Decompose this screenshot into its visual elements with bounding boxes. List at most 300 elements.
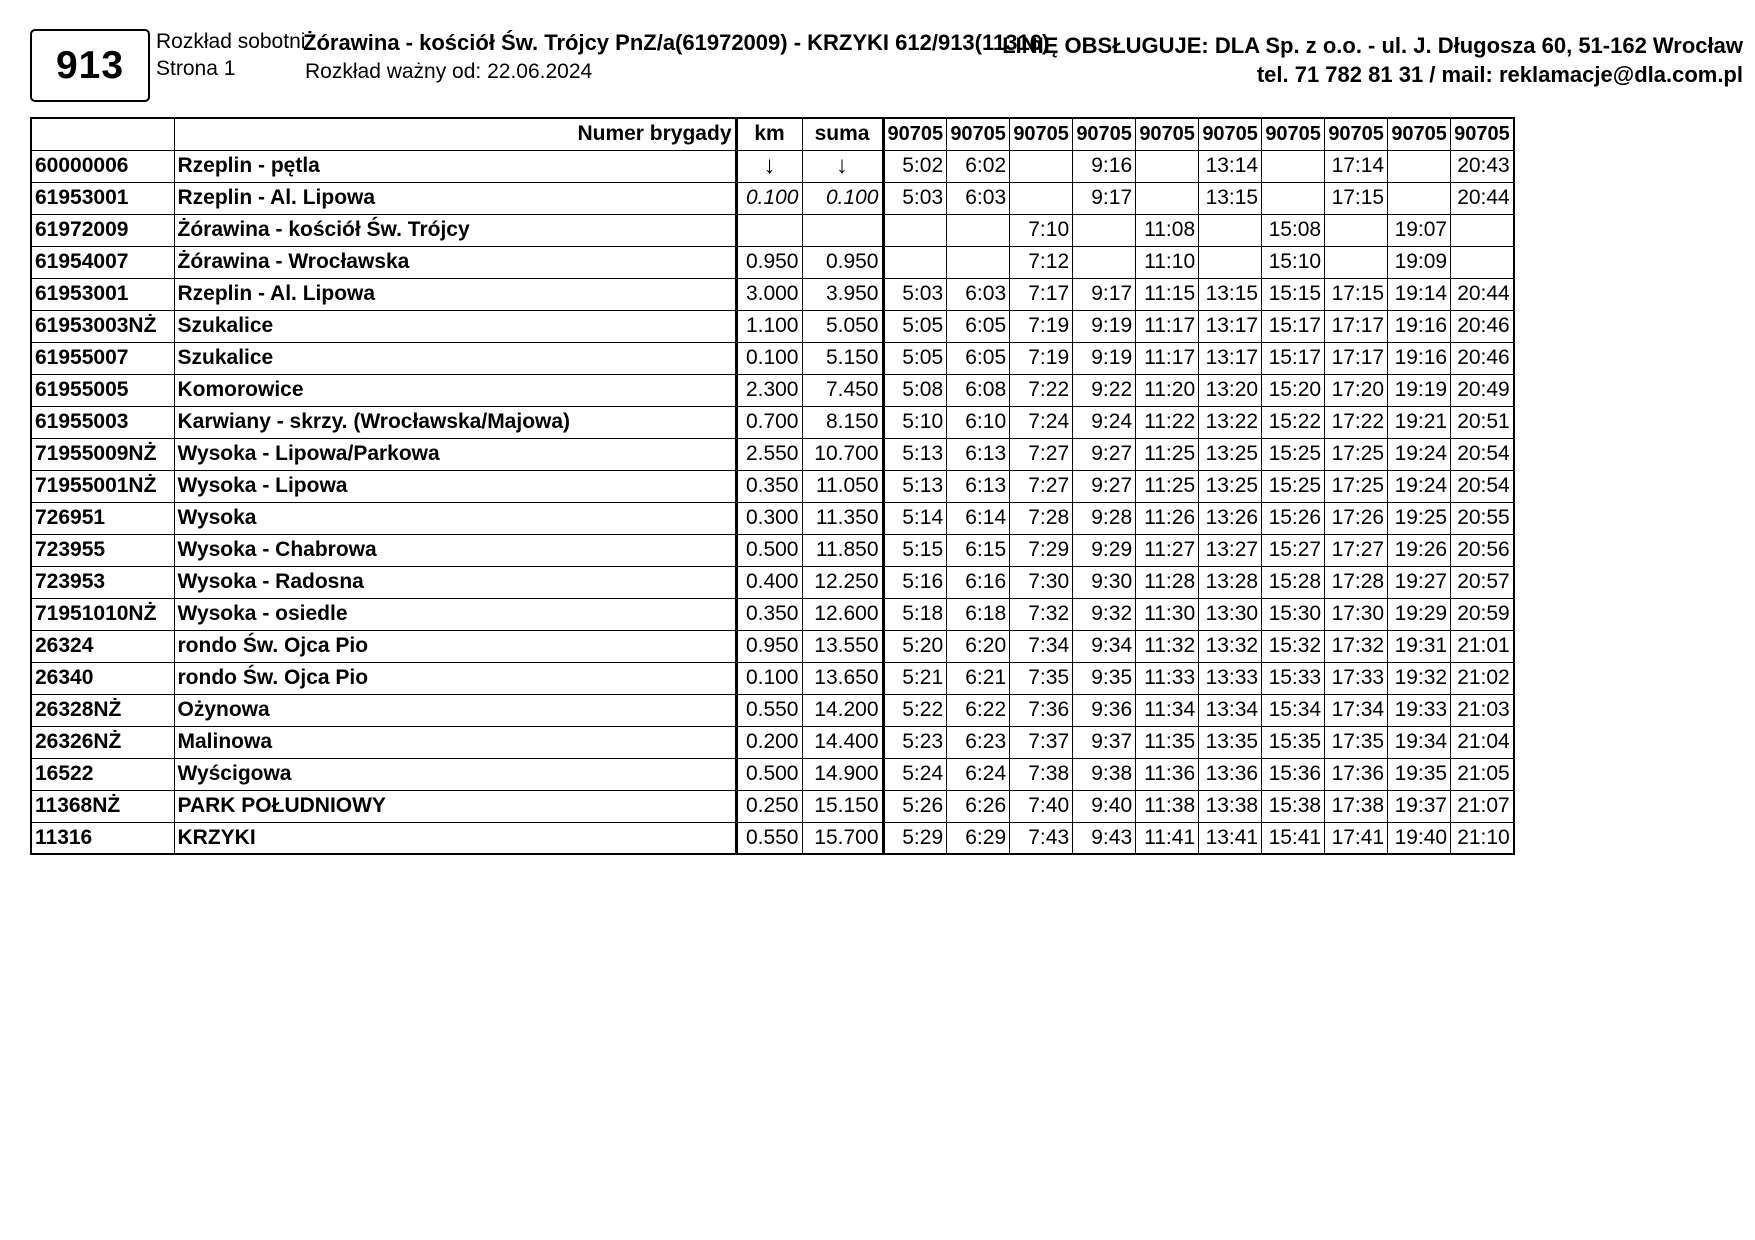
time-cell: 15:17	[1262, 310, 1325, 342]
time-cell: 19:31	[1388, 630, 1451, 662]
table-row	[31, 438, 1514, 470]
time-cell: 5:03	[883, 278, 947, 310]
time-cell: 13:15	[1199, 278, 1262, 310]
time-cell: 7:40	[1010, 790, 1073, 822]
stop-id: 26340	[31, 662, 174, 694]
km-cell: 0.350	[736, 598, 802, 630]
time-cell	[1136, 150, 1199, 182]
time-cell: 11:10	[1136, 246, 1199, 278]
time-cell: 15:35	[1262, 726, 1325, 758]
time-cell: 21:07	[1451, 790, 1514, 822]
time-cell: 15:30	[1262, 598, 1325, 630]
stop-name: Wyścigowa	[174, 758, 736, 790]
time-cell: 11:27	[1136, 534, 1199, 566]
sum-cell: 14.200	[802, 694, 883, 726]
line-number-box	[30, 29, 150, 102]
time-cell: 15:15	[1262, 278, 1325, 310]
time-cell: 11:17	[1136, 342, 1199, 374]
stop-name: Rzeplin - Al. Lipowa	[174, 278, 736, 310]
schedule-type: Rozkład sobotni	[156, 30, 306, 53]
time-cell: 19:24	[1388, 470, 1451, 502]
time-cell: 20:44	[1451, 182, 1514, 214]
time-cell: 15:22	[1262, 406, 1325, 438]
stop-id: 16522	[31, 758, 174, 790]
time-cell: 6:29	[947, 822, 1010, 854]
time-cell: 11:35	[1136, 726, 1199, 758]
time-cell: 15:10	[1262, 246, 1325, 278]
time-cell: 6:23	[947, 726, 1010, 758]
time-cell: 20:55	[1451, 502, 1514, 534]
table-row	[31, 534, 1514, 566]
time-cell: 17:14	[1325, 150, 1388, 182]
km-cell: 0.400	[736, 566, 802, 598]
time-cell: 6:13	[947, 470, 1010, 502]
header-trip: 90705	[1388, 118, 1451, 150]
time-cell: 13:34	[1199, 694, 1262, 726]
time-cell: 5:18	[883, 598, 947, 630]
time-cell: 6:20	[947, 630, 1010, 662]
sum-cell: 0.950	[802, 246, 883, 278]
table-row	[31, 566, 1514, 598]
time-cell	[1199, 214, 1262, 246]
time-cell: 17:25	[1325, 438, 1388, 470]
time-cell: 17:36	[1325, 758, 1388, 790]
header-trip: 90705	[1451, 118, 1514, 150]
time-cell: 5:20	[883, 630, 947, 662]
header-trip: 90705	[883, 118, 947, 150]
time-cell: 15:20	[1262, 374, 1325, 406]
header-trip: 90705	[1325, 118, 1388, 150]
time-cell: 6:16	[947, 566, 1010, 598]
time-cell: 13:17	[1199, 310, 1262, 342]
time-cell: 13:35	[1199, 726, 1262, 758]
time-cell: 17:15	[1325, 278, 1388, 310]
time-cell: 20:54	[1451, 438, 1514, 470]
time-cell	[1262, 182, 1325, 214]
time-cell: 19:09	[1388, 246, 1451, 278]
stop-name: PARK POŁUDNIOWY	[174, 790, 736, 822]
time-cell: 9:19	[1073, 342, 1136, 374]
time-cell: 7:22	[1010, 374, 1073, 406]
time-cell: 9:27	[1073, 470, 1136, 502]
table-row	[31, 470, 1514, 502]
time-cell: 11:22	[1136, 406, 1199, 438]
time-cell: 7:28	[1010, 502, 1073, 534]
header-trip: 90705	[947, 118, 1010, 150]
sum-cell: 13.650	[802, 662, 883, 694]
sum-cell: 12.250	[802, 566, 883, 598]
time-cell: 5:14	[883, 502, 947, 534]
time-cell: 9:28	[1073, 502, 1136, 534]
time-cell: 6:05	[947, 310, 1010, 342]
time-cell: 13:30	[1199, 598, 1262, 630]
time-cell: 9:22	[1073, 374, 1136, 406]
time-cell: 11:20	[1136, 374, 1199, 406]
time-cell: 5:10	[883, 406, 947, 438]
stop-id: 723955	[31, 534, 174, 566]
time-cell: 15:08	[1262, 214, 1325, 246]
sum-cell	[802, 214, 883, 246]
time-cell: 9:16	[1073, 150, 1136, 182]
stop-name: Wysoka - Lipowa	[174, 470, 736, 502]
km-cell: 0.200	[736, 726, 802, 758]
time-cell: 17:30	[1325, 598, 1388, 630]
time-cell: 9:32	[1073, 598, 1136, 630]
time-cell: 7:35	[1010, 662, 1073, 694]
stop-name: Żórawina - Wrocławska	[174, 246, 736, 278]
time-cell: 6:15	[947, 534, 1010, 566]
time-cell: 9:30	[1073, 566, 1136, 598]
time-cell: 17:35	[1325, 726, 1388, 758]
time-cell: 6:21	[947, 662, 1010, 694]
stop-id: 61955005	[31, 374, 174, 406]
time-cell: 7:19	[1010, 310, 1073, 342]
time-cell: 21:03	[1451, 694, 1514, 726]
time-cell: 13:26	[1199, 502, 1262, 534]
time-cell: 17:34	[1325, 694, 1388, 726]
time-cell: 9:35	[1073, 662, 1136, 694]
header-trip: 90705	[1073, 118, 1136, 150]
time-cell: 19:34	[1388, 726, 1451, 758]
stop-name: Rzeplin - pętla	[174, 150, 736, 182]
km-cell: 0.100	[736, 182, 802, 214]
table-row	[31, 694, 1514, 726]
time-cell: 5:23	[883, 726, 947, 758]
sum-cell: 14.400	[802, 726, 883, 758]
time-cell: 19:16	[1388, 310, 1451, 342]
time-cell: 5:08	[883, 374, 947, 406]
page-number: Strona 1	[156, 57, 236, 80]
time-cell	[1325, 246, 1388, 278]
stop-id: 71955001NŻ	[31, 470, 174, 502]
time-cell: 19:32	[1388, 662, 1451, 694]
time-cell: 6:14	[947, 502, 1010, 534]
table-row	[31, 598, 1514, 630]
header-trip: 90705	[1010, 118, 1073, 150]
stop-name: Wysoka - Chabrowa	[174, 534, 736, 566]
sum-cell: 5.050	[802, 310, 883, 342]
km-cell: 2.300	[736, 374, 802, 406]
sum-cell: 3.950	[802, 278, 883, 310]
stop-id: 11316	[31, 822, 174, 854]
sum-cell: 7.450	[802, 374, 883, 406]
time-cell: 19:35	[1388, 758, 1451, 790]
time-cell: 19:21	[1388, 406, 1451, 438]
table-row	[31, 214, 1514, 246]
time-cell: 7:10	[1010, 214, 1073, 246]
table-row	[31, 790, 1514, 822]
km-cell: 0.550	[736, 822, 802, 854]
time-cell: 21:05	[1451, 758, 1514, 790]
km-cell: 0.350	[736, 470, 802, 502]
time-cell: 11:25	[1136, 470, 1199, 502]
sum-cell: 11.350	[802, 502, 883, 534]
time-cell: 19:25	[1388, 502, 1451, 534]
stop-id: 71955009NŻ	[31, 438, 174, 470]
stop-id: 26326NŻ	[31, 726, 174, 758]
time-cell: 6:22	[947, 694, 1010, 726]
time-cell: 7:30	[1010, 566, 1073, 598]
time-cell: 11:28	[1136, 566, 1199, 598]
stop-id: 11368NŻ	[31, 790, 174, 822]
time-cell: 6:08	[947, 374, 1010, 406]
stop-name: Rzeplin - Al. Lipowa	[174, 182, 736, 214]
time-cell: 19:29	[1388, 598, 1451, 630]
table-row	[31, 502, 1514, 534]
stop-id: 26324	[31, 630, 174, 662]
header-trip: 90705	[1199, 118, 1262, 150]
time-cell	[1325, 214, 1388, 246]
time-cell: 15:28	[1262, 566, 1325, 598]
km-cell: 0.100	[736, 342, 802, 374]
time-cell: 11:38	[1136, 790, 1199, 822]
time-cell: 19:27	[1388, 566, 1451, 598]
km-cell: 0.550	[736, 694, 802, 726]
stop-name: Szukalice	[174, 310, 736, 342]
time-cell: 20:46	[1451, 342, 1514, 374]
time-cell: 15:41	[1262, 822, 1325, 854]
stop-name: KRZYKI	[174, 822, 736, 854]
time-cell: 9:38	[1073, 758, 1136, 790]
time-cell	[1451, 246, 1514, 278]
km-cell	[736, 214, 802, 246]
time-cell: 7:38	[1010, 758, 1073, 790]
table-row	[31, 726, 1514, 758]
time-cell	[1388, 150, 1451, 182]
table-row	[31, 662, 1514, 694]
header-stop-id	[31, 118, 174, 150]
time-cell	[1136, 182, 1199, 214]
time-cell: 13:41	[1199, 822, 1262, 854]
time-cell: 6:24	[947, 758, 1010, 790]
time-cell: 19:14	[1388, 278, 1451, 310]
header-brigade-label: Numer brygady	[174, 118, 736, 150]
time-cell	[1199, 246, 1262, 278]
time-cell: 9:37	[1073, 726, 1136, 758]
stop-name: Wysoka - osiedle	[174, 598, 736, 630]
table-row	[31, 342, 1514, 374]
time-cell: 13:36	[1199, 758, 1262, 790]
valid-from: Rozkład ważny od: 22.06.2024	[305, 60, 593, 83]
time-cell: 20:43	[1451, 150, 1514, 182]
stop-name: rondo Św. Ojca Pio	[174, 662, 736, 694]
time-cell: 13:25	[1199, 438, 1262, 470]
table-row	[31, 310, 1514, 342]
time-cell: 13:14	[1199, 150, 1262, 182]
time-cell	[1262, 150, 1325, 182]
time-cell: 9:34	[1073, 630, 1136, 662]
time-cell: 19:33	[1388, 694, 1451, 726]
sum-cell: 10.700	[802, 438, 883, 470]
contact-info: tel. 71 782 81 31 / mail: reklamacje@dla.com.pl	[1256, 62, 1743, 87]
time-cell: 13:15	[1199, 182, 1262, 214]
time-cell: 15:36	[1262, 758, 1325, 790]
time-cell: 15:17	[1262, 342, 1325, 374]
time-cell: 15:27	[1262, 534, 1325, 566]
timetable	[30, 117, 1515, 855]
stop-name: Szukalice	[174, 342, 736, 374]
time-cell: 17:32	[1325, 630, 1388, 662]
header-trip: 90705	[1136, 118, 1199, 150]
time-cell: 17:41	[1325, 822, 1388, 854]
stop-id: 61955003	[31, 406, 174, 438]
km-cell: 0.250	[736, 790, 802, 822]
time-cell: 19:16	[1388, 342, 1451, 374]
table-row	[31, 758, 1514, 790]
time-cell: 7:12	[1010, 246, 1073, 278]
stop-name: Komorowice	[174, 374, 736, 406]
time-cell: 13:17	[1199, 342, 1262, 374]
time-cell: 15:25	[1262, 470, 1325, 502]
table-row	[31, 246, 1514, 278]
table-row	[31, 182, 1514, 214]
km-cell: 0.500	[736, 534, 802, 566]
table-row	[31, 406, 1514, 438]
time-cell: 11:41	[1136, 822, 1199, 854]
stop-id: 726951	[31, 502, 174, 534]
time-cell: 6:03	[947, 278, 1010, 310]
time-cell: 6:10	[947, 406, 1010, 438]
time-cell: 17:22	[1325, 406, 1388, 438]
time-cell: 5:16	[883, 566, 947, 598]
time-cell: 13:32	[1199, 630, 1262, 662]
time-cell: 15:26	[1262, 502, 1325, 534]
table-row	[31, 150, 1514, 182]
time-cell: 11:08	[1136, 214, 1199, 246]
time-cell: 9:17	[1073, 278, 1136, 310]
time-cell: 17:20	[1325, 374, 1388, 406]
time-cell: 17:38	[1325, 790, 1388, 822]
km-cell: 0.700	[736, 406, 802, 438]
time-cell: 5:15	[883, 534, 947, 566]
km-cell: 0.300	[736, 502, 802, 534]
stop-name: Wysoka	[174, 502, 736, 534]
time-cell: 20:54	[1451, 470, 1514, 502]
km-cell: 0.100	[736, 662, 802, 694]
time-cell: 9:17	[1073, 182, 1136, 214]
time-cell: 6:26	[947, 790, 1010, 822]
km-cell: 3.000	[736, 278, 802, 310]
time-cell: 19:37	[1388, 790, 1451, 822]
time-cell: 21:02	[1451, 662, 1514, 694]
stop-name: Wysoka - Radosna	[174, 566, 736, 598]
sum-cell: 0.100	[802, 182, 883, 214]
time-cell: 21:10	[1451, 822, 1514, 854]
stop-id: 26328NŻ	[31, 694, 174, 726]
stop-id: 61953003NŻ	[31, 310, 174, 342]
time-cell: 11:30	[1136, 598, 1199, 630]
time-cell: 5:05	[883, 310, 947, 342]
header-sum: suma	[802, 118, 883, 150]
sum-cell: 11.850	[802, 534, 883, 566]
km-cell: 1.100	[736, 310, 802, 342]
time-cell: 19:40	[1388, 822, 1451, 854]
time-cell: 7:32	[1010, 598, 1073, 630]
time-cell: 5:03	[883, 182, 947, 214]
time-cell: 5:22	[883, 694, 947, 726]
time-cell: 6:03	[947, 182, 1010, 214]
stop-id: 60000006	[31, 150, 174, 182]
time-cell: 5:13	[883, 470, 947, 502]
time-cell: 9:19	[1073, 310, 1136, 342]
time-cell: 13:33	[1199, 662, 1262, 694]
time-cell: 19:26	[1388, 534, 1451, 566]
time-cell: 7:29	[1010, 534, 1073, 566]
time-cell: 5:29	[883, 822, 947, 854]
time-cell: 20:44	[1451, 278, 1514, 310]
time-cell: 9:40	[1073, 790, 1136, 822]
time-cell: 13:27	[1199, 534, 1262, 566]
stop-name: Wysoka - Lipowa/Parkowa	[174, 438, 736, 470]
km-cell: 0.500	[736, 758, 802, 790]
route-title: Żórawina - kościół Św. Trójcy PnZ/a(61972009) - KRZYKI 612/913(11316)	[303, 30, 1050, 55]
time-cell: 20:57	[1451, 566, 1514, 598]
time-cell	[1073, 246, 1136, 278]
time-cell: 11:36	[1136, 758, 1199, 790]
time-cell: 20:59	[1451, 598, 1514, 630]
stop-name: Malinowa	[174, 726, 736, 758]
sum-cell: 12.600	[802, 598, 883, 630]
time-cell: 7:27	[1010, 438, 1073, 470]
time-cell: 11:32	[1136, 630, 1199, 662]
stop-name: rondo Św. Ojca Pio	[174, 630, 736, 662]
time-cell: 13:28	[1199, 566, 1262, 598]
time-cell: 5:05	[883, 342, 947, 374]
time-cell: 17:26	[1325, 502, 1388, 534]
time-cell: 7:37	[1010, 726, 1073, 758]
operator-info: LINIĘ OBSŁUGUJE: DLA Sp. z o.o. - ul. J. Długosza 60, 51-162 Wrocław	[1002, 33, 1743, 58]
header-trip: 90705	[1262, 118, 1325, 150]
time-cell: 11:26	[1136, 502, 1199, 534]
stop-id: 61953001	[31, 278, 174, 310]
time-cell	[883, 246, 947, 278]
time-cell: 17:15	[1325, 182, 1388, 214]
time-cell	[1073, 214, 1136, 246]
time-cell: 6:13	[947, 438, 1010, 470]
km-cell: 0.950	[736, 630, 802, 662]
sum-cell: 15.700	[802, 822, 883, 854]
time-cell	[1010, 150, 1073, 182]
time-cell: 20:51	[1451, 406, 1514, 438]
time-cell: 9:29	[1073, 534, 1136, 566]
time-cell: 9:24	[1073, 406, 1136, 438]
sum-cell: 5.150	[802, 342, 883, 374]
time-cell: 19:07	[1388, 214, 1451, 246]
time-cell: 20:49	[1451, 374, 1514, 406]
time-cell: 5:02	[883, 150, 947, 182]
km-cell: 0.950	[736, 246, 802, 278]
time-cell: 9:43	[1073, 822, 1136, 854]
time-cell: 13:20	[1199, 374, 1262, 406]
time-cell	[947, 214, 1010, 246]
time-cell: 17:17	[1325, 342, 1388, 374]
stop-name: Ożynowa	[174, 694, 736, 726]
time-cell: 15:34	[1262, 694, 1325, 726]
km-cell: 2.550	[736, 438, 802, 470]
table-row	[31, 374, 1514, 406]
time-cell: 17:28	[1325, 566, 1388, 598]
time-cell: 15:25	[1262, 438, 1325, 470]
time-cell: 15:38	[1262, 790, 1325, 822]
time-cell: 17:25	[1325, 470, 1388, 502]
stop-name: Żórawina - kościół Św. Trójcy	[174, 214, 736, 246]
time-cell: 6:05	[947, 342, 1010, 374]
time-cell: 13:38	[1199, 790, 1262, 822]
stop-id: 61955007	[31, 342, 174, 374]
time-cell: 21:01	[1451, 630, 1514, 662]
stop-id: 61953001	[31, 182, 174, 214]
time-cell: 20:56	[1451, 534, 1514, 566]
